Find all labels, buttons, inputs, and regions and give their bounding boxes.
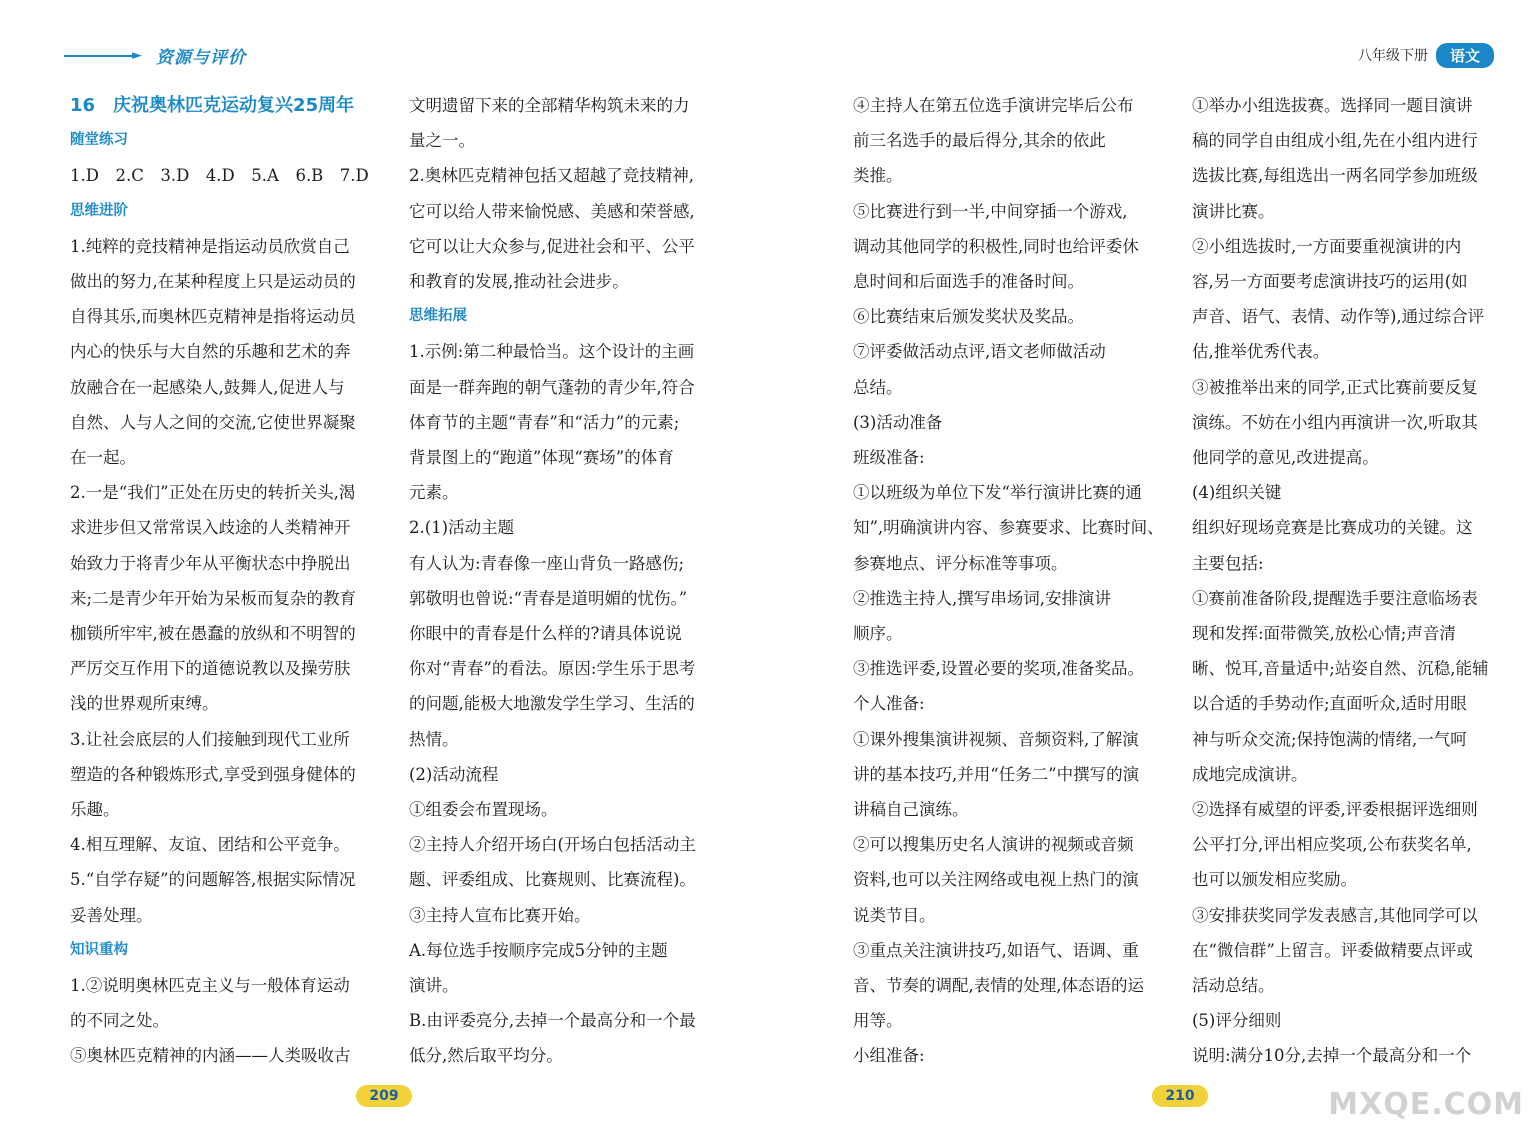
- answer-paragraph: ④主持人在第五位选手演讲完毕后公布 前三名选手的最后得分,其余的依此 类推。: [853, 96, 1134, 186]
- page-number-right: 210: [1152, 1085, 1208, 1107]
- section-heading: 思维拓展: [409, 308, 467, 325]
- answer-paragraph: ③主持人宣布比赛开始。: [409, 905, 591, 925]
- answer-paragraph: ②小组选拔时,一方面要重视演讲的内 容,另一方面要考虑演讲技巧的运用(如 声音、语气、表情、动作等),通过综合评 估,推举优秀代表。: [1192, 236, 1485, 362]
- answer-paragraph: B.由评委亮分,去掉一个最高分和一个最 低分,然后取平均分。: [409, 1011, 696, 1066]
- brand-header: [64, 42, 254, 70]
- answer-paragraph: (3)活动准备: [853, 412, 943, 432]
- answer-paragraph: 说明:满分10分,去掉一个最高分和一个: [1192, 1046, 1472, 1066]
- section-heading: 随堂练习: [70, 132, 128, 149]
- subject-badge: 语文: [1436, 43, 1494, 68]
- answer-paragraph: (2)活动流程: [409, 764, 499, 784]
- answer-paragraph: ②主持人介绍开场白(开场白包括活动主 题、评委组成、比赛规则、比赛流程)。: [409, 835, 696, 890]
- answer-paragraph: ②推选主持人,撰写串场词,安排演讲 顺序。: [853, 588, 1111, 644]
- answer-paragraph: ①课外搜集演讲视频、音频资料,了解演 讲的基本技巧,并用“任务二”中撰写的演 讲稿自己演练。: [853, 729, 1140, 820]
- answer-paragraph: 小组准备:: [853, 1046, 925, 1066]
- answer-paragraph: ③推选评委,设置必要的奖项,准备奖品。: [853, 659, 1144, 679]
- answer-paragraph: 个人准备:: [853, 694, 925, 714]
- answer-paragraph: (4)组织关键: [1192, 483, 1282, 503]
- lesson-title: 16 庆祝奥林匹克运动复兴25周年: [70, 95, 355, 116]
- answer-paragraph: 有人认为:青春像一座山背负一路感伤; 郭敬明也曾说:“青春是道明媚的忧伤。” 你眼中的青春是什么样的?请具体说说 你对“青春”的看法。原因:学生乐于思考 的问题,能极大地激发学生学习、生活的 热情。: [409, 553, 696, 749]
- answer-paragraph: 2.一是“我们”正处在历史的转折关头,渴 求进步但又常常误入歧途的人类精神开 始致力于将青少年从平衡状态中挣脱出 来;二是青少年开始为呆板而复杂的教育 枷锁所牢牢,被在愚蠢的放纵和不明智的 严厉交互作用下的道德说教以及操劳肤 浅的世界观所束缚。: [70, 483, 357, 714]
- answer-paragraph: 4.相互理解、友谊、团结和公平竞争。: [70, 835, 350, 855]
- answer-paragraph: 组织好现场竞赛是比赛成功的关键。这 主要包括:: [1192, 518, 1473, 573]
- answer-paragraph: ①举办小组选拔赛。选择同一题目演讲 稿的同学自由组成小组,先在小组内进行 选拔比赛,每组选出一两名同学参加班级 演讲比赛。: [1192, 96, 1478, 221]
- book-header: [1358, 42, 1494, 68]
- answer-paragraph: 1.示例:第二种最恰当。这个设计的主画 面是一群奔跑的朝气蓬勃的青少年,符合 体育节的主题“青春”和“活力”的元素; 背景图上的“跑道”体现“赛场”的体育 元素。: [409, 342, 695, 503]
- answer-paragraph: 1.D 2.C 3.D 4.D 5.A 6.B 7.D: [70, 166, 369, 186]
- answer-paragraph: ①以班级为单位下发“举行演讲比赛的通 知”,明确演讲内容、参赛要求、比赛时间、 参赛地点、评分标准等事项。: [853, 483, 1164, 573]
- answer-paragraph: ⑤比赛进行到一半,中间穿插一个游戏, 调动其他同学的积极性,同时也给评委休 息时间和后面选手的准备时间。: [853, 201, 1139, 292]
- answer-paragraph: ②可以搜集历史名人演讲的视频或音频 资料,也可以关注网络或电视上热门的演 说类节目。: [853, 835, 1139, 925]
- answer-paragraph: ③重点关注演讲技巧,如语气、语调、重 音、节奏的调配,表情的处理,体态语的运 用等。: [853, 940, 1144, 1031]
- answer-paragraph: ②选择有威望的评委,评委根据评选细则 公平打分,评出相应奖项,公布获奖名单, 也可以颁发相应奖励。: [1192, 800, 1478, 890]
- column-1: [70, 88, 388, 1074]
- answer-paragraph: 1.纯粹的竞技精神是指运动员欣赏自己 做出的努力,在某种程度上只是运动员的 自得其乐,而奥林匹克精神是指将运动员 内心的快乐与大自然的乐趣和艺术的奔 放融合在一起感染人,鼓舞人,促进人与 自然、人与人之间的交流,它使世界凝聚 在一起。: [70, 236, 356, 468]
- answer-paragraph: ①赛前准备阶段,提醒选手要注意临场表 现和发挥:面带微笑,放松心情;声音清 晰、悦耳,音量适中;站姿自然、沉稳,能辅 以合适的手势动作;直面听众,适时用眼 神与听众交流;保持饱满的情绪,一气呵 成地完成演讲。: [1192, 588, 1489, 784]
- answer-paragraph: ③被推举出来的同学,正式比赛前要反复 演练。不妨在小组内再演讲一次,听取其 他同学的意见,改进提高。: [1192, 377, 1478, 468]
- answer-paragraph: ⑥比赛结束后颁发奖状及奖品。: [853, 307, 1084, 327]
- answer-paragraph: 文明遗留下来的全部精华构筑未来的力 量之一。: [409, 96, 690, 151]
- answer-paragraph: 2.奥林匹克精神包括又超越了竞技精神, 它可以给人带来愉悦感、美感和荣誉感, 它可以让大众参与,促进社会和平、公平 和教育的发展,推动社会进步。: [409, 166, 695, 292]
- answer-paragraph: A.每位选手按顺序完成5分钟的主题 演讲。: [409, 940, 668, 996]
- answer-paragraph: ⑤奥林匹克精神的内涵——人类吸收古: [70, 1046, 351, 1066]
- column-3: [853, 88, 1171, 1074]
- answer-paragraph: 5.“自学存疑”的问题解答,根据实际情况 妥善处理。: [70, 870, 356, 925]
- brand-line: [64, 55, 134, 57]
- answer-paragraph: 2.(1)活动主题: [409, 518, 515, 538]
- answer-paragraph: 3.让社会底层的人们接触到现代工业所 塑造的各种锻炼形式,享受到强身健体的 乐趣。: [70, 729, 356, 820]
- answer-paragraph: 班级准备:: [853, 448, 925, 468]
- section-heading: 思维进阶: [70, 202, 128, 219]
- watermark-logo: [1324, 1002, 1524, 1122]
- column-4: [1192, 88, 1510, 1074]
- brand-logo: 资源与评价: [156, 48, 246, 68]
- answer-paragraph: ①组委会布置现场。: [409, 800, 558, 820]
- watermark-text: MXQE.COM: [1328, 1087, 1524, 1122]
- answer-paragraph: 1.②说明奥林匹克主义与一般体育运动 的不同之处。: [70, 976, 350, 1031]
- answer-paragraph: ③安排获奖同学发表感言,其他同学可以 在“微信群”上留言。评委做精要点评或 活动总结。: [1192, 905, 1478, 996]
- page-number-left: 209: [356, 1085, 412, 1107]
- grade-label: 八年级下册: [1357, 48, 1428, 64]
- section-heading: 知识重构: [70, 941, 128, 958]
- answer-paragraph: ⑦评委做活动点评,语文老师做活动 总结。: [853, 342, 1106, 397]
- answer-paragraph: (5)评分细则: [1192, 1011, 1282, 1031]
- arrow-icon: ►: [132, 48, 142, 63]
- column-2: [409, 88, 727, 1074]
